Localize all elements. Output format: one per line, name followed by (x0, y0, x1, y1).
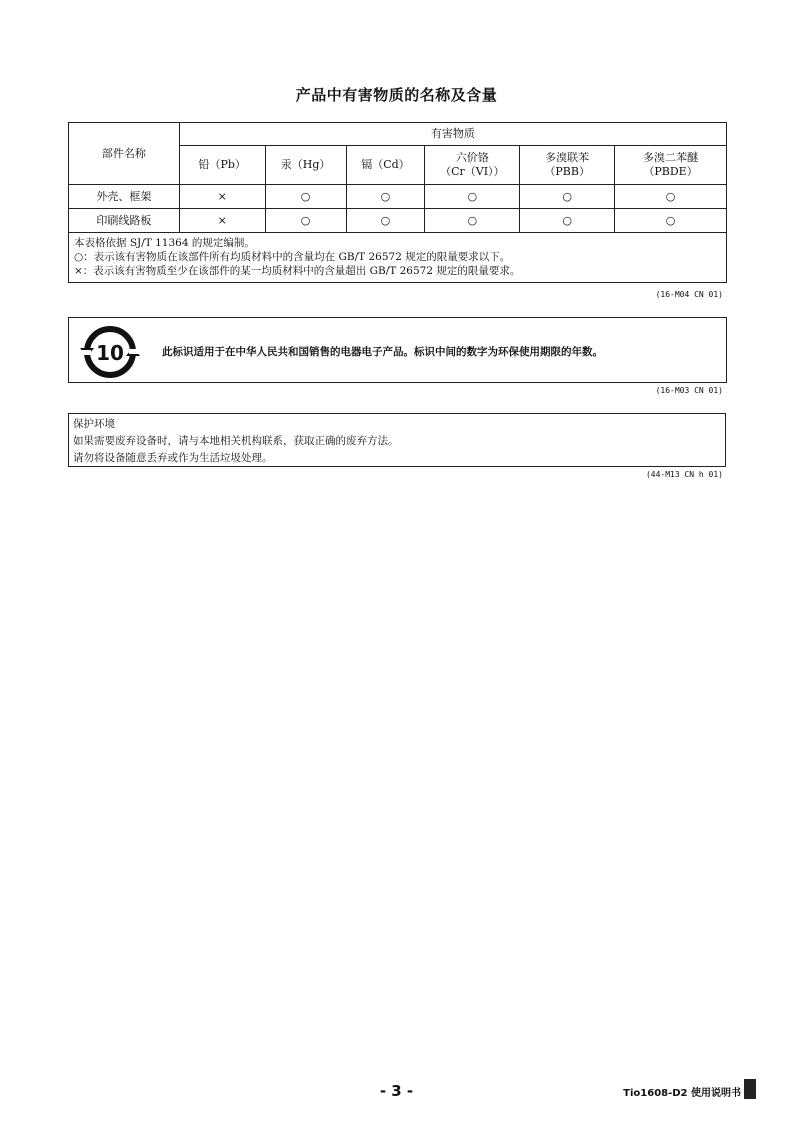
note-line: 本表格依据 SJ/T 11364 的规定编制。 (74, 237, 255, 249)
environment-box (68, 413, 726, 467)
value-cell: ○ (265, 185, 346, 209)
note-line: ×：表示该有害物质至少在该部件的某一均质材料中的含量超出 GB/T 26572 规定的限量要求。 (74, 265, 521, 277)
manual-label: Tio1608-D2 使用说明书 (623, 1088, 741, 1099)
epup-text: 此标识适用于在中华人民共和国销售的电器电子产品。标识中间的数字为环保使用期限的年数。 (162, 346, 603, 358)
value-cell: ○ (615, 185, 727, 209)
value-cell: ○ (615, 209, 727, 233)
table-code: (16-M04 CN 01) (655, 290, 723, 299)
value-cell: ○ (346, 185, 425, 209)
substance-header: 铅（Pb） (179, 146, 265, 185)
value-cell: ○ (520, 185, 615, 209)
value-cell: ○ (346, 209, 425, 233)
value-cell: ○ (520, 209, 615, 233)
value-cell: ○ (265, 209, 346, 233)
environment-line: 如果需要废弃设备时，请与本地相关机构联系，获取正确的废弃方法。 (73, 435, 399, 447)
table-row (69, 185, 727, 209)
recycle-10-icon (78, 326, 142, 378)
value-cell: ○ (425, 209, 520, 233)
hazard-substance-header: 有害物质 (179, 123, 726, 146)
epup-number: 10 (96, 341, 124, 365)
substance-header: 多溴联苯 （PBB） (520, 146, 615, 185)
part-name-header: 部件名称 (69, 123, 180, 185)
epup-code: (16-M03 CN 01) (655, 386, 723, 395)
environment-heading: 保护环境 (73, 418, 115, 430)
environment-code: (44-M13 CN h 01) (645, 470, 723, 479)
hazardous-substances-table (68, 122, 727, 283)
substance-header: 多溴二苯醚 （PBDE） (615, 146, 727, 185)
table-row (69, 209, 727, 233)
part-name-cell: 外壳、框架 (69, 185, 180, 209)
substance-header: 六价铬 （Cr（VI）） (425, 146, 520, 185)
substance-header: 镉（Cd） (346, 146, 425, 185)
table-notes (69, 233, 727, 283)
value-cell: ○ (425, 185, 520, 209)
part-name-cell: 印刷线路板 (69, 209, 180, 233)
value-cell: × (179, 185, 265, 209)
page-title: 产品中有害物质的名称及含量 (295, 86, 498, 104)
substance-header: 汞（Hg） (265, 146, 346, 185)
environment-line: 请勿将设备随意丢弃或作为生活垃圾处理。 (73, 452, 273, 464)
footer-bar (744, 1079, 756, 1099)
value-cell: × (179, 209, 265, 233)
page-number: - 3 - (379, 1082, 414, 1100)
epup-notice-box (68, 317, 727, 383)
note-line: ○：表示该有害物质在该部件所有均质材料中的含量均在 GB/T 26572 规定的限量要求以下。 (74, 251, 511, 263)
